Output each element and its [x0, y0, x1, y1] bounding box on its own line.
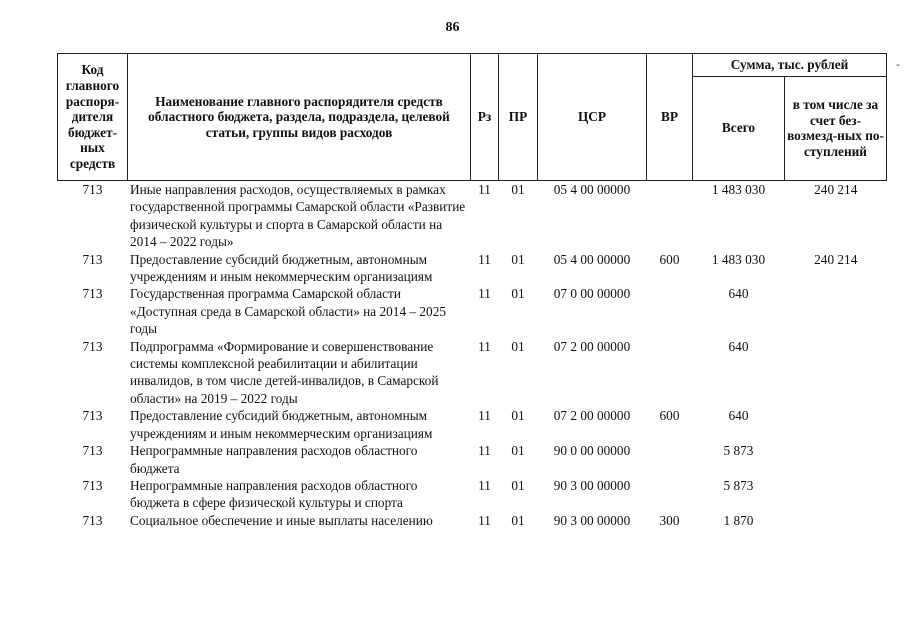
- cell-code: 713: [82, 408, 103, 424]
- header-vr: ВР: [647, 54, 693, 181]
- cell-other: [785, 338, 887, 408]
- cell-total: 640: [728, 408, 749, 424]
- cell-csr: 07 2 00 00000: [553, 408, 631, 424]
- cell-pr: 01: [511, 477, 525, 493]
- header-rz: Рз: [471, 54, 499, 181]
- margin-mark: -: [896, 57, 900, 71]
- table-row: [58, 442, 887, 477]
- cell-name: Непрограммные направления расходов областного бюджета: [130, 443, 418, 476]
- header-csr: ЦСР: [538, 54, 647, 181]
- cell-code: 713: [82, 443, 103, 459]
- cell-csr: 07 0 00 00000: [553, 286, 631, 302]
- cell-total: 640: [728, 338, 749, 354]
- table-row: [58, 181, 887, 251]
- cell-rz: 11: [478, 477, 491, 493]
- cell-name: Предоставление субсидий бюджетным, автономным учреждениям и иным некоммерческим организациям: [130, 408, 433, 441]
- cell-vr: 600: [659, 251, 680, 267]
- cell-name: Социальное обеспечение и иные выплаты населению: [130, 512, 433, 528]
- cell-code: 713: [82, 512, 103, 528]
- cell-rz: 11: [478, 512, 491, 528]
- header-other: в том числе за счет без-возмезд-ных по-ступлений: [785, 76, 887, 180]
- cell-name: Подпрограмма «Формирование и совершенствование системы комплексной реабилитации и абилитации инвалидов, в том числе детей-инвалидов, в Самарской области» на 2019 – 2022 годы: [130, 338, 439, 406]
- cell-code: 713: [82, 338, 103, 354]
- page-number: 86: [445, 20, 460, 35]
- cell-csr: 90 0 00 00000: [553, 443, 631, 459]
- cell-vr: [647, 477, 693, 512]
- cell-vr: [647, 442, 693, 477]
- cell-csr: 90 3 00 00000: [553, 512, 631, 528]
- cell-total: 5 873: [723, 477, 754, 493]
- budget-table: [57, 53, 887, 529]
- header-pr: ПР: [499, 54, 538, 181]
- cell-other: 240 214: [814, 251, 858, 267]
- header-code: Код главного распоря-дителя бюджет-ных средств: [58, 54, 128, 181]
- cell-total: 1 870: [723, 512, 754, 528]
- cell-csr: 05 4 00 00000: [553, 182, 631, 197]
- cell-total: 1 483 030: [711, 182, 766, 197]
- cell-csr: 07 2 00 00000: [553, 338, 631, 354]
- cell-pr: 01: [511, 338, 525, 354]
- cell-pr: 01: [511, 251, 525, 267]
- cell-vr: 600: [659, 408, 680, 424]
- table-row: [58, 338, 887, 408]
- cell-total: 1 483 030: [711, 251, 766, 267]
- cell-name: Предоставление субсидий бюджетным, автономным учреждениям и иным некоммерческим организациям: [130, 251, 433, 285]
- cell-code: 713: [82, 477, 103, 493]
- cell-code: 713: [82, 182, 103, 197]
- cell-vr: 300: [659, 512, 680, 528]
- cell-rz: 11: [478, 443, 491, 459]
- table-header: [58, 54, 887, 181]
- cell-rz: 11: [478, 408, 491, 424]
- cell-rz: 11: [478, 251, 491, 267]
- cell-other: 240 214: [814, 182, 858, 197]
- header-total: Всего: [693, 76, 785, 180]
- cell-other: [785, 407, 887, 442]
- cell-pr: 01: [511, 286, 525, 302]
- cell-pr: 01: [511, 512, 525, 528]
- cell-total: 5 873: [723, 443, 754, 459]
- cell-csr: 90 3 00 00000: [553, 477, 631, 493]
- cell-pr: 01: [511, 408, 525, 424]
- table-row: [58, 477, 887, 512]
- header-name: Наименование главного распорядителя средств областного бюджета, раздела, подраздела, целевой статьи, группы видов расходов: [128, 54, 471, 181]
- cell-name: Непрограммные направления расходов областного бюджета в сфере физической культуры и спорта: [130, 477, 418, 511]
- cell-other: [785, 512, 887, 529]
- cell-rz: 11: [478, 286, 491, 302]
- cell-name: Иные направления расходов, осуществляемых в рамках государственной программы Самарской области «Развитие физической культуры и спорта в Самарской области на 2014 – 2022 годы»: [130, 182, 466, 250]
- table-row: [58, 512, 887, 529]
- cell-total: 640: [728, 286, 749, 302]
- cell-rz: 11: [478, 182, 491, 197]
- cell-csr: 05 4 00 00000: [553, 251, 631, 267]
- cell-pr: 01: [511, 182, 525, 197]
- cell-other: [785, 285, 887, 337]
- cell-code: 713: [82, 286, 103, 302]
- cell-vr: [647, 181, 693, 251]
- header-sum: Сумма, тыс. рублей: [693, 54, 887, 77]
- cell-other: [785, 477, 887, 512]
- cell-name: Государственная программа Самарской области «Доступная среда в Самарской области» на 2014 – 2025 годы: [130, 286, 446, 337]
- table-row: [58, 251, 887, 286]
- cell-vr: [647, 285, 693, 337]
- cell-pr: 01: [511, 443, 525, 459]
- table-row: [58, 407, 887, 442]
- cell-vr: [647, 338, 693, 408]
- cell-code: 713: [82, 251, 103, 267]
- table-body: [58, 181, 887, 530]
- table-row: [58, 285, 887, 337]
- cell-other: [785, 442, 887, 477]
- cell-rz: 11: [478, 338, 491, 354]
